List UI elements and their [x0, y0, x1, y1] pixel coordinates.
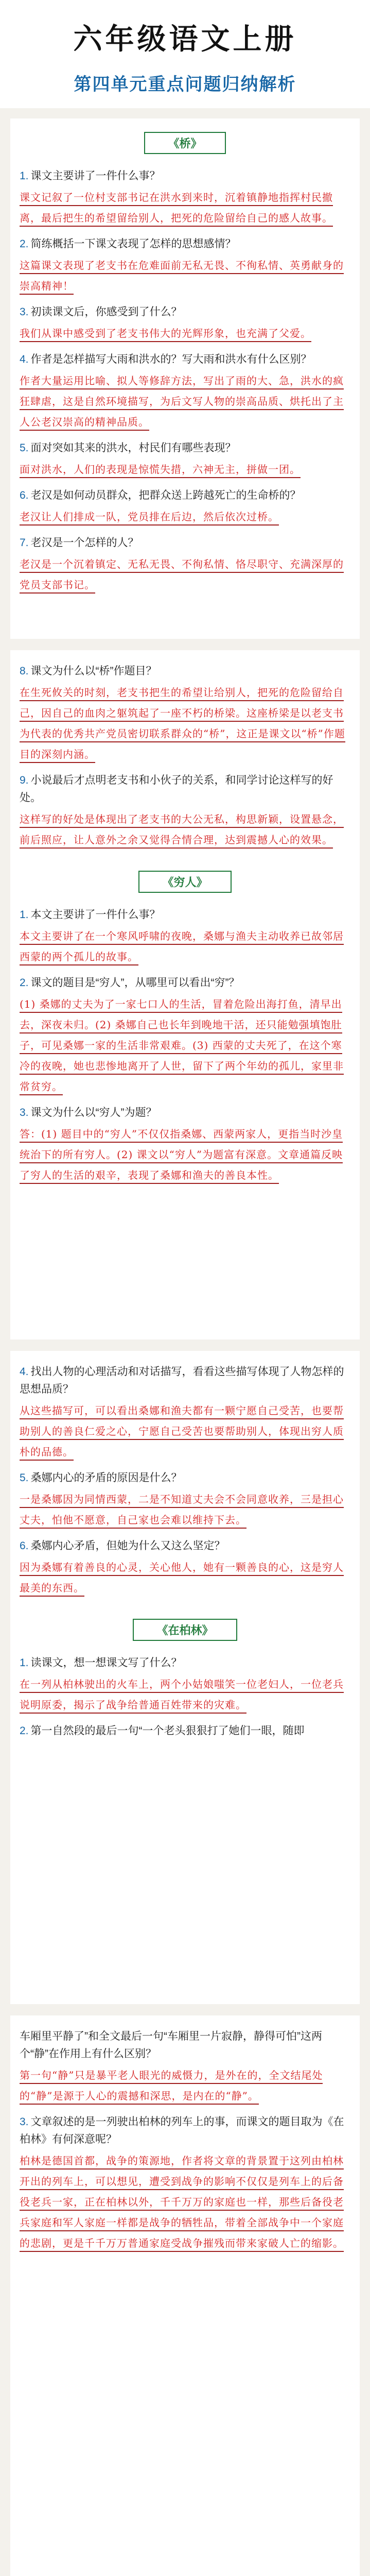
answer-text: 面对洪水，人们的表现是惊慌失措，六神无主，拼做一团。 [20, 463, 301, 478]
question-number: 2. [20, 1725, 29, 1737]
section-panel [10, 118, 360, 639]
question-number: 4. [20, 353, 29, 365]
answer-text: 课文记叙了一位村支部书记在洪水到来时，沉着镇静地指挥村民撤离，最后把生的希望留给别人，把死的危险留给自己的感人故事。 [20, 191, 333, 227]
answer [20, 187, 350, 228]
answer [20, 1674, 350, 1715]
question [20, 487, 350, 504]
section-panel [10, 2015, 360, 2576]
page-title: 六年级语文上册 [73, 22, 297, 56]
question-text: 课文的题目是“穷人”，从哪里可以看出“穷”？ [30, 977, 240, 989]
section-panel [10, 650, 360, 1340]
question-number: 8. [20, 665, 29, 677]
question-text: 老汉是如何动员群众，把群众送上跨越死亡的生命桥的？ [30, 489, 301, 501]
question-number: 1. [20, 909, 29, 921]
question [20, 235, 350, 253]
answer [20, 1400, 350, 1462]
answer-text: 答：(1) 题目中的“穷人”不仅仅指桑娜、西蒙两家人，更指当时沙皇统治下的所有穷人。(2) 课文以“穷人”为题富有深意。文章通篇反映了穷人的生活的艰辛，表现了桑娜和渔夫的善良本性。 [20, 1128, 343, 1184]
question-text: 读课文，想一想课文写了什么？ [30, 1657, 182, 1669]
answer-text: 一是桑娜因为同情西蒙，二是不知道丈夫会不会同意收养，三是担心丈夫，怕他不愿意，自己家也会难以维持下去。 [20, 1493, 344, 1529]
answer [20, 554, 350, 595]
question [20, 2113, 350, 2148]
question-text: 第一自然段的最后一句“一个老头狠狠打了她们一眼，随即 [30, 1725, 305, 1737]
answer [20, 1489, 350, 1530]
question [20, 906, 350, 924]
question-text: 桑娜内心矛盾，但她为什么又这么坚定？ [30, 1540, 225, 1552]
question [20, 167, 350, 185]
question [20, 1363, 350, 1398]
question-text: 小说最后才点明老支书和小伙子的关系，和同学讨论这样写的好处。 [20, 774, 333, 804]
answer [20, 370, 350, 432]
answer-text: 作者大量运用比喻、拟人等修辞方法，写出了雨的大、急，洪水的疯狂肆虐，这是自然环境描写，为后文写人物的崇高品质、烘托出了主人公老汉崇高的精神品质。 [20, 375, 344, 431]
answer-text: (1) 桑娜的丈夫为了一家七口人的生活，冒着危险出海打鱼，清早出去，深夜未归。(2) 桑娜自己也长年到晚地干活，还只能勉强填饱肚子，可见桑娜一家的生活非常艰难。(3) 西蒙的丈夫死了，在这个寒冷的夜晚，她也悲惨地离开了人世，留下了两个年幼的孤儿，家里非常贫穷。 [20, 998, 344, 1095]
answer [20, 2150, 350, 2253]
page-subtitle: 第四单元重点问题归纳解析 [74, 74, 296, 95]
answer [20, 2065, 350, 2106]
question-number: 3. [20, 306, 29, 318]
question [20, 772, 350, 807]
question [20, 1537, 350, 1555]
section-panel [10, 1351, 360, 2004]
question-number: 3. [20, 2116, 29, 2128]
question-number: 5. [20, 442, 29, 454]
question-text: 面对突如其来的洪水，村民们有哪些表现？ [30, 442, 236, 454]
question-text: 桑娜内心的矛盾的原因是什么？ [30, 1472, 182, 1484]
question-text: 找出人物的心理活动和对话描写，看看这些描写体现了人物怎样的思想品质？ [20, 1366, 344, 1395]
lesson-tag: 《穷人》 [138, 871, 231, 893]
question-number: 2. [20, 238, 29, 250]
question-text: 初读课文后，你感受到了什么？ [30, 306, 182, 318]
lesson-tag: 《桥》 [144, 132, 225, 154]
question-text: 课文为什么以“穷人”为题？ [30, 1107, 157, 1118]
answer-text: 这样写的好处是体现出了老支书的大公无私，构思新颖，设置悬念，前后照应，让人意外之余又觉得合情合理，达到震撼人心的效果。 [20, 813, 344, 849]
question [20, 663, 350, 680]
question [20, 1104, 350, 1122]
question-number: 7. [20, 537, 29, 549]
question-text: 车厢里平静了”和全文最后一句“车厢里一片寂静，静得可怕”这两个“静”在作用上有什么区别？ [20, 2030, 322, 2060]
question [20, 974, 350, 992]
question-text: 课文为什么以“桥”作题目？ [30, 665, 157, 677]
question [20, 1469, 350, 1487]
answer-text: 在一列从柏林驶出的火车上，两个小姑娘嗤笑一位老妇人，一位老兵说明原委，揭示了战争给普通百姓带来的灾难。 [20, 1678, 344, 1714]
question-text: 老汉是一个怎样的人？ [30, 537, 139, 549]
answer-text: 柏林是德国首都，战争的策源地，作者将文章的背景置于这列由柏林开出的列车上，可以想见，遭受到战争的影响不仅仅是列车上的后备役老兵一家，正在柏林以外，千千万万的家庭也一样，那些后备役老兵家庭和军人家庭一样都是战争的牺牲品，带着全部战争中一个家庭的悲剧，更是千千万万普通家庭受战争摧残而带来家破人亡的缩影。 [20, 2155, 344, 2252]
question-number: 3. [20, 1107, 29, 1118]
answer-text: 我们从课中感受到了老支书伟大的光辉形象，也充满了父爱。 [20, 327, 311, 342]
answer-text: 从这些描写可，可以看出桑娜和渔夫都有一颗宁愿自己受苦，也要帮助别人的善良仁爱之心，宁愿自己受苦也要帮助别人，体现出穷人质朴的品德。 [20, 1404, 344, 1461]
question-text: 文章叙述的是一列驶出柏林的列车上的事，而课文的题目取为《在柏林》有何深意呢？ [20, 2116, 344, 2145]
answer [20, 994, 350, 1097]
question-number: 1. [20, 1657, 29, 1669]
answer [20, 809, 350, 850]
question-number: 6. [20, 489, 29, 501]
answer-text: 这篇课文表现了老支书在危难面前无私无畏、不徇私情、英勇献身的崇高精神！ [20, 259, 344, 295]
question [20, 351, 350, 368]
answer [20, 323, 350, 344]
answer-text: 本文主要讲了在一个寒风呼啸的夜晚，桑娜与渔夫主动收养已故邻居西蒙的两个孤儿的故事。 [20, 930, 344, 965]
document-header [0, 0, 370, 108]
answer [20, 1557, 350, 1598]
question-number: 1. [20, 170, 29, 182]
question-text: 作者是怎样描写大雨和洪水的？写大雨和洪水有什么区别？ [30, 353, 312, 365]
question [20, 439, 350, 457]
question [20, 2028, 350, 2063]
question [20, 1654, 350, 1672]
answer-text: 在生死攸关的时刻，老支书把生的希望让给别人，把死的危险留给自己，因自己的血肉之躯筑起了一座不朽的桥梁。这座桥梁是以老支书为代表的优秀共产党员密切联系群众的“桥”，这正是课文以“桥”作题目的深刻内涵。 [20, 686, 345, 763]
question-number: 6. [20, 1540, 29, 1552]
answer-text: 第一句“静”只是暴平老人眼光的威慑力，是外在的，全文结尾处的“静”是源于人心的震撼和深思，是内在的“静”。 [20, 2069, 323, 2105]
question-number: 9. [20, 774, 29, 786]
answer [20, 1124, 350, 1185]
question-text: 简练概括一下课文表现了怎样的思想感情？ [30, 238, 236, 250]
answer [20, 926, 350, 967]
question [20, 1722, 350, 1740]
question [20, 303, 350, 321]
question-number: 5. [20, 1472, 29, 1484]
question-number: 4. [20, 1366, 29, 1378]
question-number: 2. [20, 977, 29, 989]
answer [20, 506, 350, 527]
answer [20, 682, 350, 765]
answer [20, 255, 350, 296]
question-text: 本文主要讲了一件什么事？ [30, 909, 161, 921]
question [20, 534, 350, 552]
answer-text: 老汉让人们排成一队，党员排在后边，然后依次过桥。 [20, 511, 279, 526]
answer [20, 459, 350, 480]
answer-text: 因为桑娜有着善良的心灵，关心他人，她有一颗善良的心，这是穷人最美的东西。 [20, 1561, 344, 1597]
question-text: 课文主要讲了一件什么事？ [30, 170, 161, 182]
answer-text: 老汉是一个沉着镇定、无私无畏、不徇私情、恪尽职守、充满深厚的党员支部书记。 [20, 558, 344, 594]
lesson-tag: 《在柏林》 [133, 1619, 237, 1641]
